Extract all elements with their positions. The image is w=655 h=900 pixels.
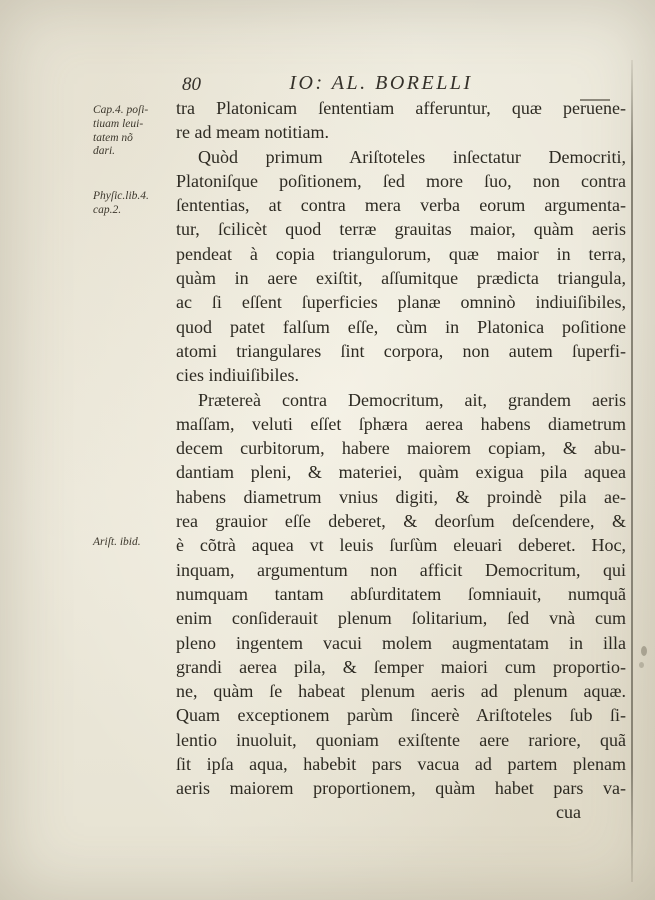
text-line: Quòd primum Ariſtoteles inſectatur Democriti,: [198, 146, 626, 167]
text-line: rea grauior eſſe deberet, & deorſum deſcendere, &: [176, 511, 626, 532]
margin-note-line: tatem nõ: [93, 131, 133, 144]
scan-artifact-speck: [639, 662, 644, 668]
text-line: Platoniſque poſitionem, ſed more ſuo, non contra: [176, 170, 626, 191]
text-line: ſit ipſa aqua, habebit pars vacua ad partem plenam: [176, 754, 626, 775]
text-line: dantiam pleni, & materiei, quàm exigua pila aquea: [176, 462, 626, 483]
body-text: [176, 96, 626, 801]
margin-note-line: dari.: [93, 145, 116, 158]
text-line: cies indiuiſibiles.: [176, 365, 299, 386]
scan-artifact-speck: [641, 646, 647, 656]
text-line: tra Platonicam ſententiam afferuntur, quæ peruene-: [176, 98, 626, 118]
catchword: cua: [556, 802, 581, 822]
text-line: re ad meam notitiam.: [176, 122, 329, 143]
text-line: ſententias, at contra mera verba eorum argumenta-: [176, 195, 626, 216]
running-title: IO: AL. BORELLI: [289, 72, 473, 94]
text-line: quàm in aere exiſtit, aſſumitque prædicta triangula,: [176, 268, 626, 289]
text-line: atomi triangulares ſint corpora, non autem ſuperfi-: [176, 340, 626, 361]
text-line: Quam exceptionem parùm ſincerè Ariſtoteles ſub ſi-: [176, 705, 626, 726]
page-number: 80: [182, 74, 201, 95]
text-line: aeris maiorem proportionem, quàm habet pars va-: [176, 778, 626, 799]
text-line: enim conſiderauit plenum ſolitarium, ſed vnà cum: [176, 608, 626, 629]
margin-note-line: tiuam leui-: [93, 117, 144, 130]
text-line: grandi aerea pila, & ſemper maiori cum proportio-: [176, 656, 626, 677]
text-line: inquam, argumentum non afficit Democritum, qui: [176, 559, 626, 580]
text-line: è cõtrà aquea vt leuis ſurſùm eleuari deberet. Hoc,: [176, 535, 626, 556]
margin-note-line: cap.2.: [93, 203, 122, 216]
text-line: numquam tantam abſurditatem ſomniauit, numquã: [176, 583, 626, 604]
text-line: ac ſi eſſent ſuperficies planæ omninò indiuiſibiles,: [176, 292, 626, 313]
margin-note-line: Phyſic.lib.4.: [93, 190, 149, 202]
margin-note: [93, 190, 175, 218]
margin-note-line: Ariſt. ibid.: [93, 536, 141, 548]
text-line: pleno ingentem vacui molem augmentatam in illa: [176, 632, 626, 653]
page-edge-line: [631, 60, 633, 882]
margin-note: [93, 104, 175, 159]
page-header: [176, 72, 626, 98]
text-line: Prætereà contra Democritum, ait, grandem aeris: [198, 389, 626, 410]
text-line: maſſam, veluti eſſet ſphæra aerea habens diametrum: [176, 413, 626, 434]
text-line: habens diametrum vnius digiti, & proindè pila ae-: [176, 486, 626, 507]
text-line: lentio inuoluit, quoniam exiſtente aere rariore, quã: [176, 729, 626, 750]
text-line: pendeat à copia triangulorum, quæ maior in terra,: [176, 243, 626, 264]
text-line: decem curbitorum, habere maiorem copiam, & abu-: [176, 438, 626, 459]
margin-note: [93, 536, 175, 550]
margin-note-line: Cap.4. poſi-: [93, 104, 149, 116]
text-line: tur, ſcilicèt quod terræ grauitas maior, quàm aeris: [176, 219, 626, 240]
text-line: ne, quàm ſe habeat plenum aeris ad plenum aquæ.: [176, 681, 626, 702]
text-line: quod patet falſum eſſe, cùm in Platonica poſitione: [176, 316, 626, 337]
